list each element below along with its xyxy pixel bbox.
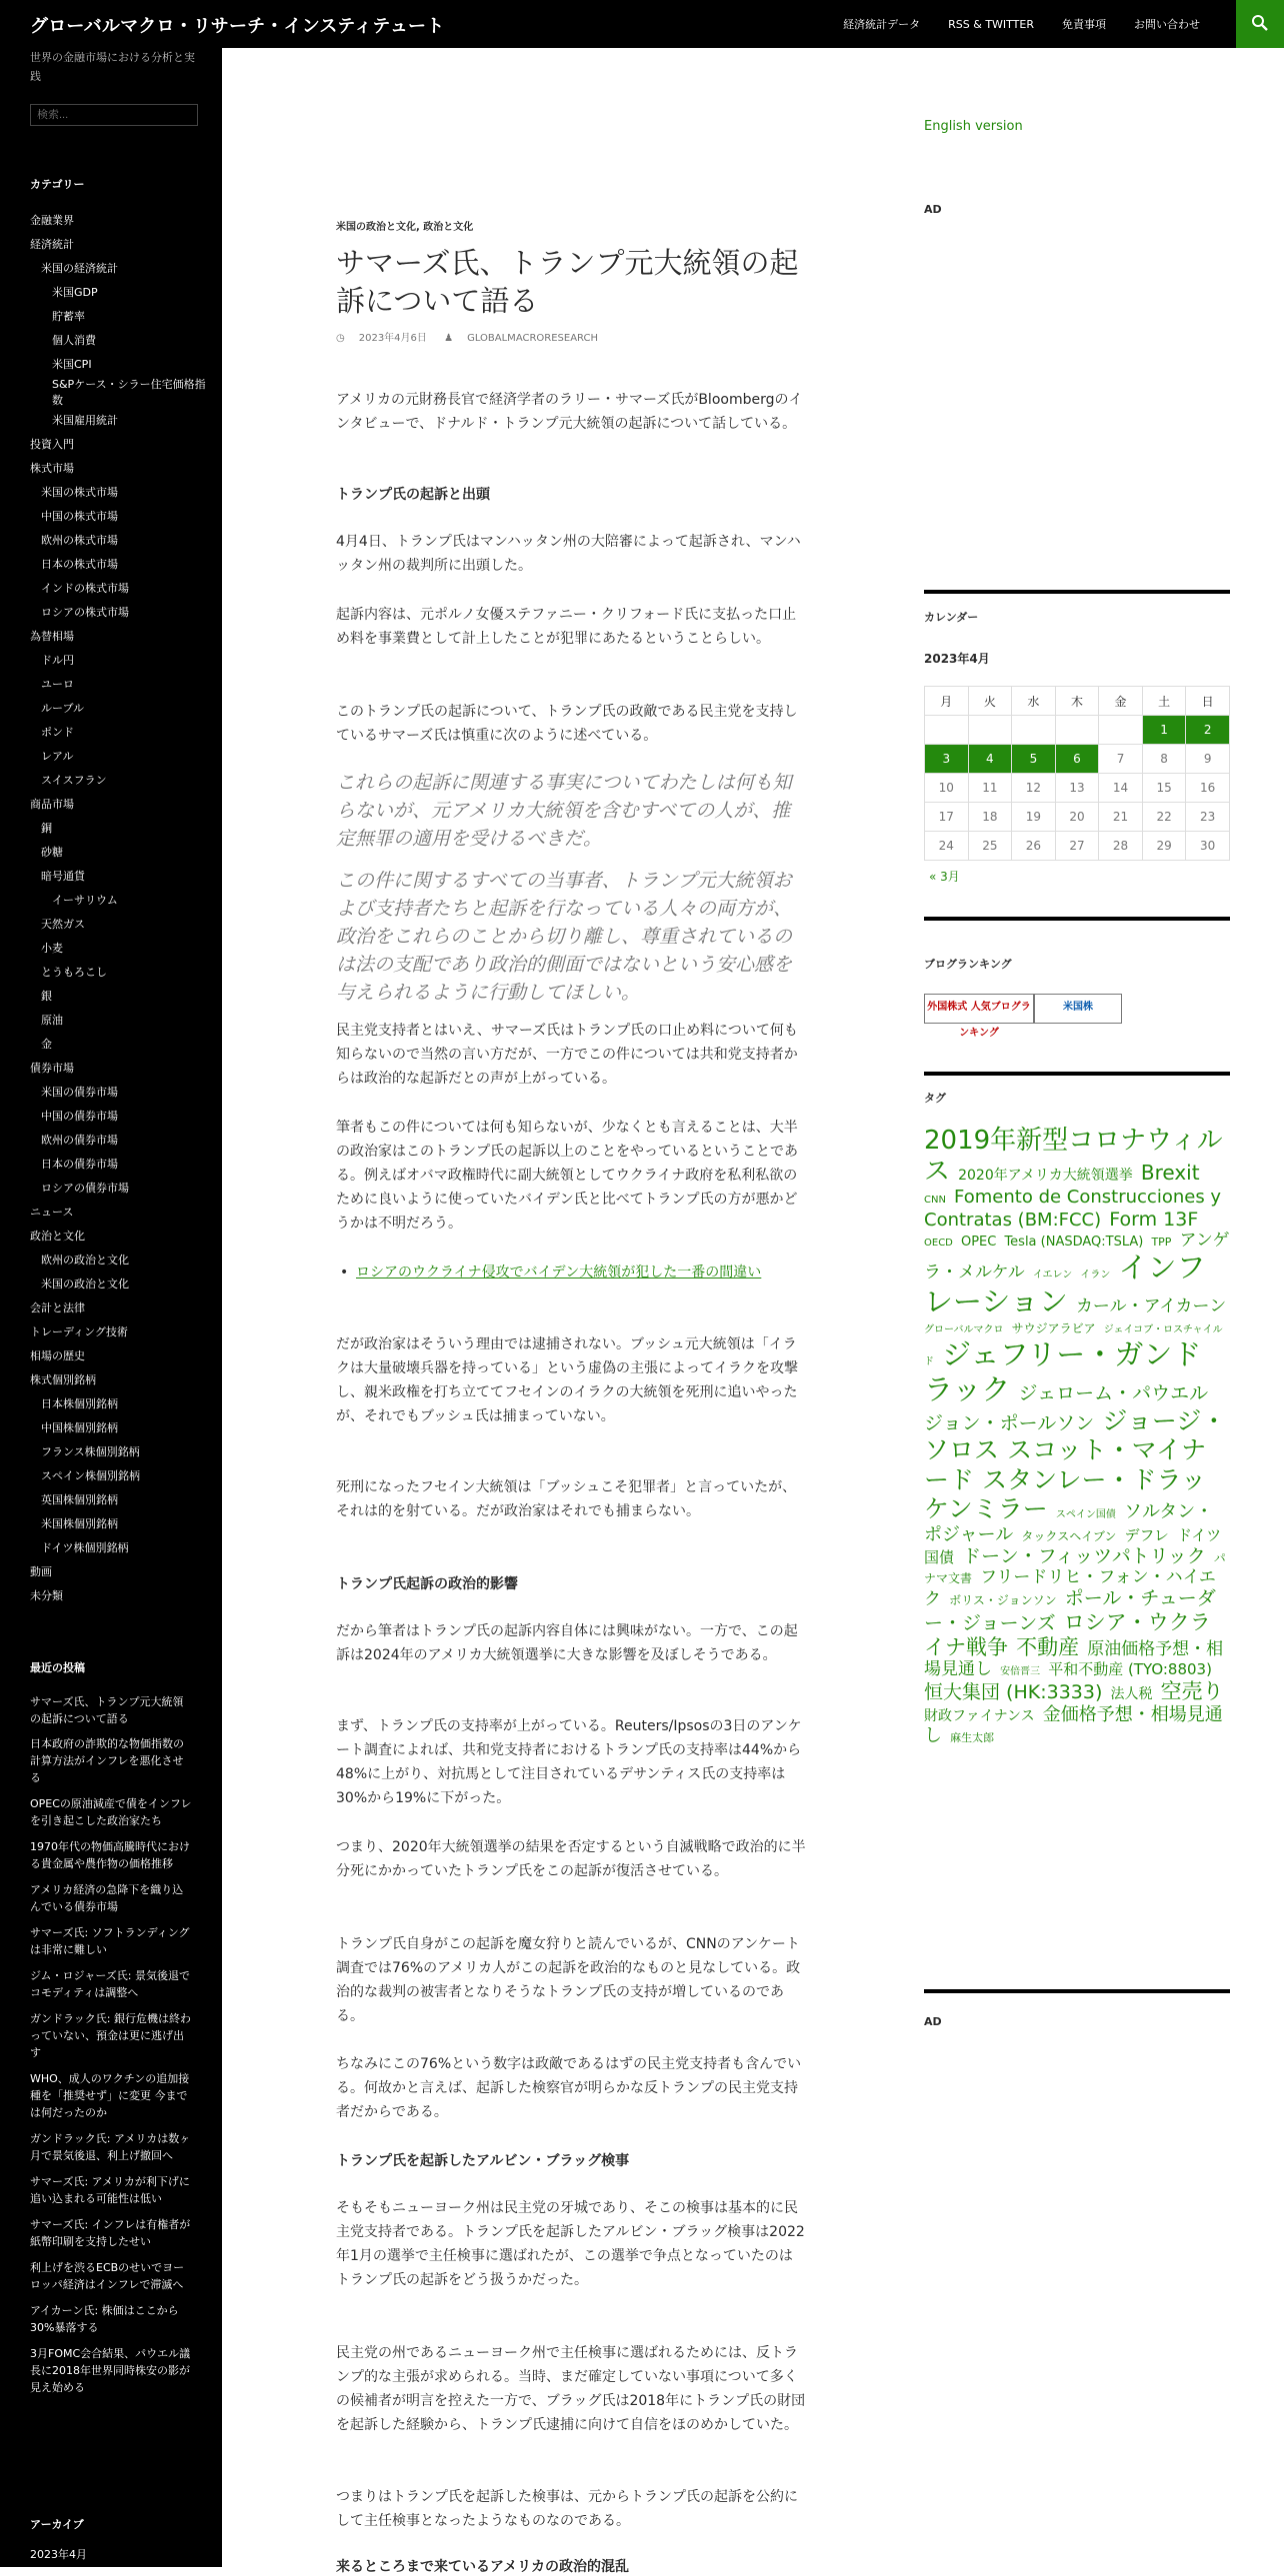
sidebar-category-item[interactable]: 砂糖 [41, 846, 63, 859]
post-date[interactable]: 2023年4月6日 [358, 333, 427, 344]
sidebar-category-item[interactable]: スペイン株個別銘柄 [41, 1469, 140, 1482]
calendar-day: 13 [1055, 774, 1099, 803]
ad-title: AD [924, 2015, 942, 2028]
paragraph: 死刑になったフセイン大統領は「ブッシュこそ犯罪者」と言っていたが、それは的を射ている。だが政治家はそれでも捕まらない。 [336, 1479, 797, 1519]
nav-stats[interactable]: 経済統計データ [843, 18, 921, 31]
sidebar-category-item[interactable]: 株式個別銘柄 [30, 1373, 96, 1386]
calendar-day: 25 [968, 832, 1012, 861]
recent-post-link[interactable]: アイカーン氏: 株価はここから30%暴落する [30, 2304, 179, 2334]
sidebar-category-item[interactable]: 米国GDP [52, 286, 98, 299]
calendar-day: 15 [1142, 774, 1186, 803]
recent-post-link[interactable]: 日本政府の詐欺的な物価指数の計算方法がインフレを悪化させる [30, 1737, 184, 1784]
sidebar-category-item[interactable]: レアル [41, 750, 74, 763]
blockquote: これらの起訴に関連する事実についてわたしは何も知らないが、元アメリカ大統領を含むすべての人が、推定無罪の適用を受けるべきだ。 [336, 772, 792, 850]
sidebar-category-item[interactable]: ドイツ株個別銘柄 [41, 1541, 129, 1554]
sidebar-category-item[interactable]: 日本の株式市場 [41, 558, 118, 571]
calendar-day: 22 [1142, 803, 1186, 832]
tag-link[interactable]: グローバルマクロ [924, 1324, 1004, 1336]
sidebar-category-item[interactable]: 貯蓄率 [52, 310, 85, 323]
nav-rss[interactable]: RSS & TWITTER [948, 17, 1034, 31]
recent-post-link[interactable]: サマーズ氏: ソフトランディングは非常に難しい [30, 1926, 190, 1956]
recent-posts-heading: 最近の投稿 [30, 1661, 85, 1674]
tag-link[interactable]: タックスヘイブン [1021, 1528, 1117, 1543]
previous-month-link[interactable]: « 3月 [929, 870, 960, 884]
sidebar-category-item[interactable]: 銅 [41, 822, 52, 835]
tag-link[interactable]: 財政ファイナンス [924, 1708, 1035, 1725]
section-heading: トランプ氏起訴の政治的影響 [336, 1576, 518, 1592]
tag-link[interactable]: OECD [924, 1237, 953, 1249]
calendar-day: 8 [1142, 745, 1186, 774]
sidebar-category-item[interactable]: ドル円 [41, 654, 74, 667]
widget-divider [924, 590, 1230, 594]
sidebar-category-item[interactable]: 政治と文化 [30, 1230, 85, 1243]
search-icon [1251, 14, 1269, 32]
archive-item[interactable]: 2023年4月 [30, 2548, 87, 2561]
sidebar-category-item[interactable]: トレーディング技術 [30, 1325, 128, 1338]
sidebar-category-item[interactable]: 金 [41, 1038, 52, 1051]
sidebar-category-item[interactable]: 日本の債券市場 [41, 1158, 118, 1171]
tag-link[interactable]: インフレーション [924, 1251, 1206, 1319]
sidebar-category-item[interactable]: 経済統計 [30, 238, 74, 251]
sidebar-category-item[interactable]: 米国雇用統計 [52, 414, 118, 427]
sidebar-category-item[interactable]: 天然ガス [41, 918, 85, 931]
recent-post-link[interactable]: サマーズ氏: アメリカが利下げに追い込まれる可能性は低い [30, 2175, 190, 2205]
widget-divider [924, 1072, 1230, 1076]
ranking-badge-us-stocks[interactable]: 米国株 [1034, 994, 1122, 1024]
tag-link[interactable]: 法人税 [1110, 1686, 1153, 1703]
tag-link[interactable]: パナマ文書 [924, 1551, 1226, 1586]
calendar-day: 30 [1186, 832, 1230, 861]
calendar-day: 20 [1055, 803, 1099, 832]
tag-link[interactable]: 2019年新型コロナウィルス [924, 1126, 1223, 1187]
paragraph: つまりはトランプ氏を起訴した検事は、元からトランプ氏の起訴を公約にして主任検事となったようなものなのである。 [336, 2489, 798, 2529]
tag-link[interactable]: 空売り [1160, 1679, 1224, 1704]
sidebar-category-item[interactable]: 原油 [41, 1014, 63, 1027]
recent-post-link[interactable]: 3月FOMC会合結果、パウエル議長に2018年世界同時株安の影が見え始める [30, 2347, 191, 2394]
sidebar-category-item[interactable]: 商品市場 [30, 798, 74, 811]
calendar-day: 17 [925, 803, 969, 832]
categories-heading: カテゴリー [30, 178, 85, 191]
calendar-empty-cell [968, 716, 1012, 745]
recent-post-link[interactable]: 1970年代の物価高騰時代における貴金属や農作物の価格推移 [30, 1840, 190, 1870]
calendar-day: 21 [1099, 803, 1143, 832]
sidebar-category-item[interactable]: ルーブル [41, 702, 85, 715]
calendar-empty-cell [925, 716, 969, 745]
calendar-day[interactable]: 5 [1012, 745, 1056, 774]
tag-link[interactable]: 平和不動産 (TYO:8803) [1048, 1660, 1212, 1679]
recent-post-link[interactable]: サマーズ氏: インフレは有権者が紙幣印刷を支持したせい [30, 2218, 191, 2248]
tag-link[interactable]: Brexit [1140, 1160, 1200, 1185]
sidebar-category-item[interactable]: 米国の株式市場 [41, 486, 118, 499]
article-title: サマーズ氏、トランプ元大統領の起訴について語る [336, 246, 799, 318]
sidebar-category-item[interactable]: 債券市場 [30, 1062, 74, 1075]
calendar-weekday: 金 [1099, 687, 1143, 716]
tags-title: タグ [924, 1092, 946, 1105]
calendar-day: 9 [1186, 745, 1230, 774]
sidebar-category-item[interactable]: 欧州の株式市場 [41, 534, 118, 547]
tag-link[interactable]: ボリス・ジョンソン [949, 1593, 1057, 1608]
paragraph: ちなみにこの76%という数字は政敵であるはずの民主党支持者も含んでいる。何故かと言えば、起訴した検察官が明らかな反トランプの民主党支持者だからである。 [336, 2056, 802, 2120]
calendar-empty-cell [1099, 716, 1143, 745]
recent-post-link[interactable]: ガンドラック氏: 銀行危機は終わっていない、預金は更に逃げ出す [30, 2012, 191, 2059]
search-toggle-button[interactable] [1236, 0, 1284, 48]
paragraph: つまり、2020年大統領選挙の結果を否定するという自滅戦略で政治的に半分死にかかっていたトランプ氏をこの起訴が復活させている。 [336, 1839, 806, 1879]
calendar-day: 18 [968, 803, 1012, 832]
sidebar-category-item[interactable]: 株式市場 [30, 462, 74, 475]
paragraph: 筆者もこの件については何も知らないが、少なくとも言えることは、大半の政治家はこのトランプ氏の起訴以上のことをやっているということである。例えばオバマ政権時代に副大統領としてウクライナ政府を私利私欲のために良いように使っていたバイデン氏と比べてトランプ氏の方が悪かどうかは不明だろう。 [336, 1120, 798, 1232]
related-article-link[interactable]: • ロシアのウクライナ侵攻でバイデン大統領が犯した一番の間違い [356, 1261, 806, 1285]
sidebar-category-item[interactable]: 米国の政治と文化 [41, 1278, 129, 1290]
calendar-day[interactable]: 2 [1186, 716, 1230, 745]
tag-link[interactable]: 麻生太郎 [950, 1731, 995, 1745]
calendar-weekdays [925, 687, 1230, 716]
english-version-link[interactable]: English version [924, 119, 1023, 134]
site-title[interactable]: グローバルマクロ・リサーチ・インスティテュート [30, 16, 445, 37]
recent-post-link[interactable]: ガンドラック氏: アメリカは数ヶ月で景気後退、利上げ撤回へ [30, 2132, 191, 2162]
calendar-empty-cell [1012, 716, 1056, 745]
tag-link[interactable]: スコット・マイナード [924, 1435, 1207, 1494]
tag-link[interactable]: スペイン国債 [1055, 1509, 1116, 1521]
calendar-day: 11 [968, 774, 1012, 803]
tag-link[interactable]: アンゲラ・メルケル [924, 1230, 1230, 1284]
tag-link[interactable]: 不動産 [1016, 1634, 1080, 1659]
tag-link[interactable]: イラン [1080, 1270, 1111, 1282]
left-sidebar [0, 48, 222, 2567]
nav-disclaimer[interactable]: 免責事項 [1062, 18, 1106, 31]
tag-cloud [924, 1126, 1230, 1747]
nav-contact[interactable]: お問い合わせ [1134, 18, 1200, 31]
tag-link[interactable]: イエレン [1032, 1270, 1073, 1282]
sidebar-category-item[interactable]: イーサリウム [52, 894, 118, 907]
tag-link[interactable]: サウジアラビア [1011, 1321, 1096, 1336]
calendar-days [925, 716, 1230, 861]
tag-link[interactable]: 安倍晋三 [1000, 1666, 1041, 1678]
calendar-weekday: 月 [925, 687, 969, 716]
sidebar-category-item[interactable]: 米国株個別銘柄 [41, 1517, 118, 1530]
search-input[interactable] [30, 104, 198, 126]
section-heading: 来るところまで来ているアメリカの政治的混乱 [336, 2559, 630, 2575]
tag-link[interactable]: ジョージ・ソロス [924, 1405, 1227, 1465]
sidebar-category-item[interactable]: 米国の経済統計 [41, 262, 118, 275]
article-categories[interactable]: 米国の政治と文化, 政治と文化 [336, 222, 474, 233]
recent-posts-list [30, 1693, 194, 2405]
sidebar-category-item[interactable]: 個人消費 [52, 334, 96, 347]
calendar-day: 23 [1186, 803, 1230, 832]
sidebar-category-item[interactable]: 中国の株式市場 [41, 510, 118, 523]
paragraph: そもそもニューヨーク州は民主党の牙城であり、そこの検事は基本的に民主党支持者である。トランプ氏を起訴したアルビン・ブラッグ検事は2022年1月の選挙で主任検事に選ばれたが、この選挙で争点となっていたのはトランプ氏の起訴をどう扱うかだった。 [336, 2200, 805, 2288]
sidebar-category-item[interactable]: インドの株式市場 [41, 582, 129, 595]
calendar-weekday: 土 [1142, 687, 1186, 716]
tag-link[interactable]: 原油価格予想・相場見通し [924, 1638, 1224, 1680]
widget-divider [924, 917, 1230, 921]
tag-link[interactable]: Fomento de Construcciones y Contratas (BM:FCC) [924, 1187, 1222, 1231]
sidebar-category-item[interactable]: 未分類 [30, 1589, 63, 1602]
tag-link[interactable]: Form 13F [1109, 1208, 1199, 1231]
calendar-weekday: 木 [1055, 687, 1099, 716]
sidebar-category-item[interactable]: 会計と法律 [30, 1301, 85, 1314]
tag-link[interactable]: カール・アイカーン [1075, 1296, 1227, 1317]
tag-link[interactable]: CNN [924, 1195, 946, 1207]
calendar-day: 16 [1186, 774, 1230, 803]
calendar-day: 12 [1012, 774, 1056, 803]
recent-post-link[interactable]: OPECの原油減産で債をインフレを引き起こした政治家たち [30, 1797, 192, 1827]
tag-link[interactable]: ドーン・フィッツパトリック [962, 1545, 1206, 1568]
sidebar-category-item[interactable]: S&Pケース・シラー住宅価格指数 [52, 378, 206, 407]
sidebar-category-item[interactable]: ニュース [30, 1206, 74, 1219]
calendar-day: 29 [1142, 832, 1186, 861]
tag-link[interactable]: ポール・チューダー・ジョーンズ [924, 1587, 1216, 1634]
blockquote: この件に関するすべての当事者、トランプ元大統領および支持者たちと起訴を行なっている人々の両方が、政治をこれらのことから切り離し、尊重されているのは法の支配であり政治的側面ではないという安心感を与えられるように行動してほしい。 [336, 870, 793, 1004]
ranking-badge-foreign-stocks[interactable]: 外国株式 人気ブログランキング [924, 994, 1034, 1024]
calendar-day: 10 [925, 774, 969, 803]
sidebar-category-item[interactable]: ポンド [41, 726, 74, 739]
tag-link[interactable]: 2020年アメリカ大統領選挙 [958, 1167, 1133, 1184]
calendar-weekday: 火 [968, 687, 1012, 716]
ad-title: AD [924, 203, 942, 216]
recent-post-link[interactable]: サマーズ氏、トランプ元大統領の起訴について語る [30, 1695, 184, 1725]
tag-link[interactable]: デフレ [1124, 1525, 1169, 1544]
paragraph: トランプ氏自身がこの起訴を魔女狩りと読んでいるが、CNNのアンケート調査では76%のアメリカ人がこの起訴を政治的なものと見なしている。政治的な裁判の被害者となりそうなトランプ氏の支持が増しているのである。 [336, 1936, 801, 2024]
section-heading: トランプ氏を起訴したアルビン・ブラッグ検事 [336, 2153, 630, 2169]
calendar-weekday: 水 [1012, 687, 1056, 716]
calendar-day: 26 [1012, 832, 1056, 861]
sidebar-category-item[interactable]: 米国の債券市場 [41, 1086, 118, 1099]
sidebar-category-item[interactable]: 相場の歴史 [30, 1349, 85, 1362]
paragraph: このトランプ氏の起訴について、トランプ氏の政敵である民主党を支持しているサマーズ氏は慎重に次のように述べている。 [336, 704, 798, 744]
tag-link[interactable]: ジェローム・パウエル [1018, 1381, 1209, 1404]
sidebar-category-item[interactable]: 銀 [41, 990, 52, 1003]
tag-link[interactable]: OPEC [960, 1234, 997, 1250]
sidebar-category-item[interactable]: 金融業界 [30, 214, 74, 227]
tag-link[interactable]: ジェイコブ・ロスチャイルド [924, 1324, 1223, 1368]
paragraph: まず、トランプ氏の支持率が上がっている。Reuters/Ipsosの3日のアンケート調査によれば、共和党支持者におけるトランプ氏の支持率は44%から48%に上がり、対抗馬として注目されているデサンティス氏の支持率は30%から19%に下がった。 [336, 1718, 802, 1806]
calendar-day: 27 [1055, 832, 1099, 861]
tag-link[interactable]: ソルタン・ポジャール [924, 1501, 1214, 1545]
paragraph: 4月4日、トランプ氏はマンハッタン州の大陪審によって起訴され、マンハッタン州の裁判所に出頭した。 [336, 534, 801, 574]
calendar-day: 24 [925, 832, 969, 861]
calendar-caption: 2023年4月 [924, 652, 990, 666]
tag-link[interactable]: ジェフリー・ガンドラック [924, 1337, 1202, 1406]
calendar-day[interactable]: 3 [925, 745, 969, 774]
sidebar-category-item[interactable]: スイスフラン [41, 774, 107, 787]
site-header [0, 0, 1284, 48]
archive-heading: アーカイブ [30, 2518, 84, 2531]
calendar-weekday: 日 [1186, 687, 1230, 716]
calendar-day: 7 [1099, 745, 1143, 774]
sidebar-category-item[interactable]: 日本株個別銘柄 [41, 1397, 118, 1410]
calendar [924, 686, 1230, 861]
calendar-title: カレンダー [924, 611, 979, 624]
tag-link[interactable]: Tesla (NASDAQ:TSLA) [1004, 1234, 1144, 1250]
sidebar-category-item[interactable]: 欧州の政治と文化 [41, 1254, 129, 1267]
sidebar-category-item[interactable]: フランス株個別銘柄 [41, 1445, 140, 1458]
top-nav [815, 0, 1200, 48]
tag-link[interactable]: ジョン・ポールソン [924, 1411, 1095, 1434]
sidebar-category-item[interactable]: 英国株個別銘柄 [41, 1493, 118, 1506]
category-list [30, 209, 210, 1608]
tag-link[interactable]: TPP [1151, 1235, 1172, 1249]
tag-link[interactable]: 恒大集団 (HK:3333) [924, 1681, 1103, 1704]
tag-link[interactable]: 金価格予想・相場見通し [924, 1704, 1223, 1747]
paragraph: だから筆者はトランプ氏の起訴内容自体には興味がない。一方で、この起訴は2024年のアメリカ大統領選挙に大きな影響を及ぼしそうである。 [336, 1623, 798, 1663]
sidebar-category-item[interactable]: ロシアの株式市場 [41, 606, 129, 619]
post-author[interactable]: GLOBALMACRORESEARCH [467, 333, 599, 344]
sidebar-category-item[interactable]: 中国の債券市場 [41, 1110, 118, 1123]
sidebar-category-item[interactable]: 米国CPI [52, 358, 92, 371]
calendar-day[interactable]: 4 [968, 745, 1012, 774]
recent-post-link[interactable]: アメリカ経済の急降下を織り込んでいる債券市場 [30, 1883, 184, 1913]
tag-link[interactable]: フリードリヒ・フォン・ハイエク [924, 1567, 1216, 1610]
sidebar-category-item[interactable]: 投資入門 [30, 438, 74, 451]
sidebar-category-item[interactable]: ユーロ [41, 678, 74, 691]
sidebar-category-item[interactable]: 小麦 [41, 942, 63, 955]
paragraph: 民主党支持者とはいえ、サマーズ氏はトランプ氏の口止め料について何も知らないので当然の言い方だが、一方でこの件については共和党支持者からは政治的な起訴だとの声が上がっている。 [336, 1023, 798, 1087]
sidebar-category-item[interactable]: 動画 [30, 1565, 52, 1578]
calendar-day: 28 [1099, 832, 1143, 861]
recent-post-link[interactable]: WHO、成人のワクチンの追加接種を「推奨せず」に変更 今までは何だったのか [30, 2072, 190, 2119]
calendar-empty-cell [1055, 716, 1099, 745]
sidebar-category-item[interactable]: 暗号通貨 [41, 870, 85, 883]
article-meta [336, 329, 612, 344]
tag-link[interactable]: スタンレー・ドラッケンミラー [924, 1464, 1206, 1524]
calendar-day: 19 [1012, 803, 1056, 832]
sidebar-category-item[interactable]: 為替相場 [30, 630, 74, 643]
sidebar-category-item[interactable]: とうもろこし [41, 966, 107, 979]
ranking-title: ブログランキング [924, 958, 1012, 971]
tag-link[interactable]: ドイツ国債 [924, 1525, 1222, 1567]
sidebar-category-item[interactable]: 中国株個別銘柄 [41, 1421, 118, 1434]
recent-post-link[interactable]: ジム・ロジャーズ氏: 景気後退でコモディティは調整へ [30, 1969, 190, 1999]
calendar-icon: ◷ [336, 333, 345, 344]
widget-divider [924, 1989, 1230, 1993]
calendar-day[interactable]: 1 [1142, 716, 1186, 745]
tag-link[interactable]: ロシア・ウクライナ戦争 [924, 1609, 1211, 1659]
calendar-day: 14 [1099, 774, 1143, 803]
sidebar-category-item[interactable]: 欧州の債券市場 [41, 1134, 118, 1147]
paragraph: だが政治家はそういう理由では逮捕されない。ブッシュ元大統領は「イラクは大量破壊兵器を持っている」という虚偽の主張によってイラクを攻撃し、親米政権を打ち立ててフセインのイラクの大統領を死刑に追いやったが、それでもブッシュ氏は捕まっていない。 [336, 1336, 798, 1424]
paragraph: 起訴内容は、元ポルノ女優ステファニー・クリフォード氏に支払った口止め料を事業費として計上したことが犯罪にあたるということらしい。 [336, 607, 797, 647]
section-heading: トランプ氏の起訴と出頭 [336, 487, 490, 503]
paragraph: 民主党の州であるニューヨーク州で主任検事に選ばれるためには、反トランプ的な主張が求められる。当時、まだ確定していない事項について多くの候補者が明言を控えた一方で、ブラッグ氏は2018年にトランプ氏の財団を起訴した経験から、トランプ氏逮捕に向けて自信をほのめかしていた。 [336, 2345, 806, 2433]
site-tagline: 世界の金融市場における分析と実践 [30, 51, 195, 83]
user-icon: ♟ [444, 333, 454, 344]
calendar-day[interactable]: 6 [1055, 745, 1099, 774]
sidebar-category-item[interactable]: ロシアの債券市場 [41, 1182, 129, 1195]
recent-post-link[interactable]: 利上げを渋るECBのせいでヨーロッパ経済はインフレで滞滅へ [30, 2261, 185, 2291]
paragraph: アメリカの元財務長官で経済学者のラリー・サマーズ氏がBloombergのインタビューで、ドナルド・トランプ元大統領の起訴について話している。 [336, 392, 803, 432]
